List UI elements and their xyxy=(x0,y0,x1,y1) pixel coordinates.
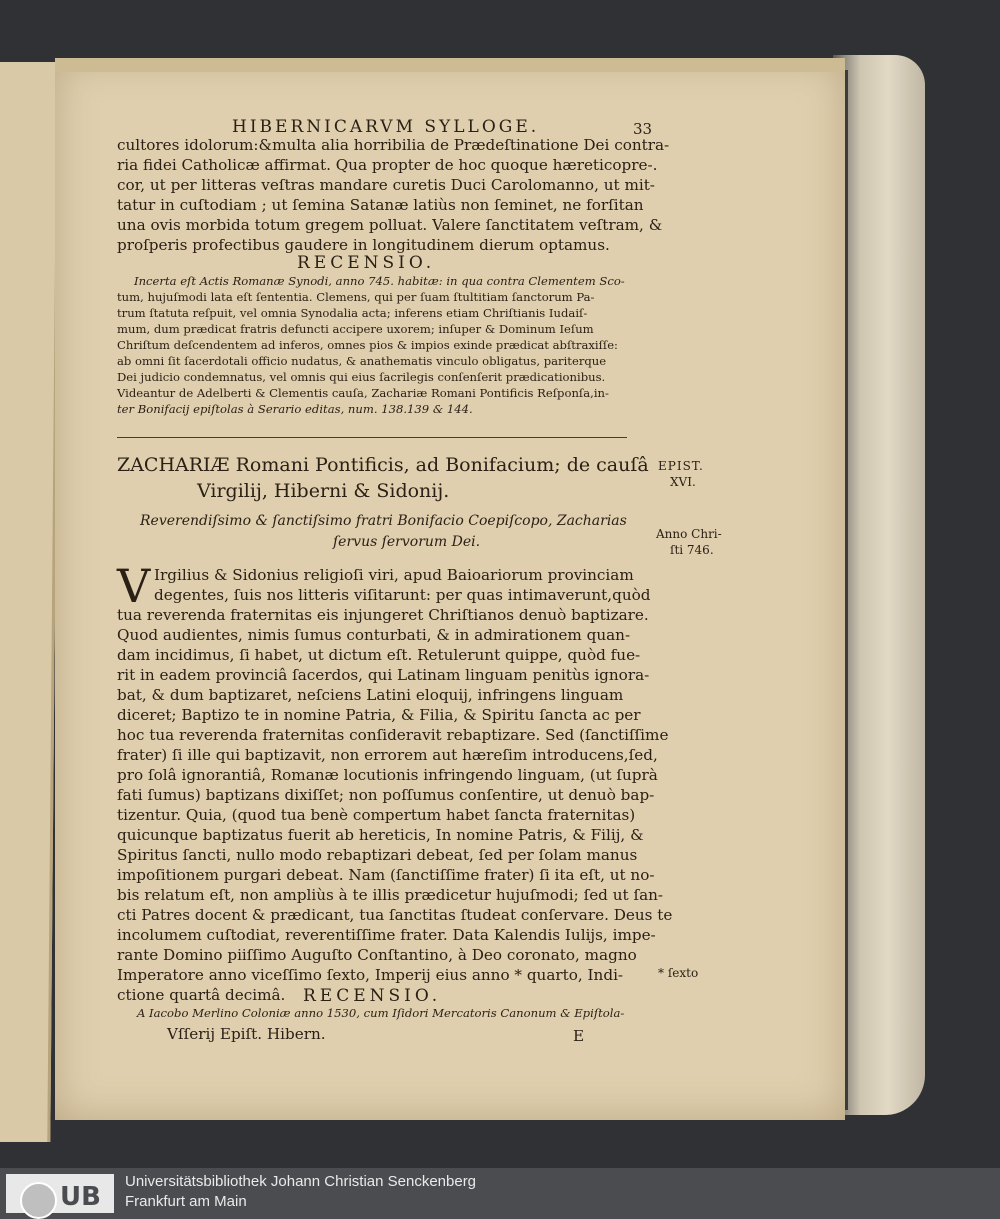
note-line: Videantur de Adelberti & Clementis cauſa, Zachariæ Romani Pontificis Reſponſa,in- xyxy=(117,386,609,400)
margin-anno-year: ſti 746. xyxy=(670,543,714,557)
epistle-title: ZACHARIÆ Romani Pontificis, ad Bonifacium; de cauſâ xyxy=(117,454,649,476)
text-line: fati ſumus) baptizans dixiſſet; non poſſumus conſentire, ut denuò bap- xyxy=(117,786,655,804)
seal-icon xyxy=(20,1182,57,1219)
salutation-line2: ſervus ſervorum Dei. xyxy=(333,534,481,550)
note-line: ter Bonifacij epiſtolas à Serario editas, num. 138.139 & 144. xyxy=(117,402,473,416)
text-line: frater) ſi ille qui baptizavit, non errorem aut hæreſim introducens,ſed, xyxy=(117,746,658,764)
recensio-heading-2: RECENSIO. xyxy=(303,986,442,1006)
margin-epist-number: XVI. xyxy=(670,475,696,489)
library-city: Frankfurt am Main xyxy=(125,1193,247,1210)
text-line: tua reverenda fraternitas eis injungeret Chriſtianos denuò baptizare. xyxy=(117,606,649,624)
text-line: proſperis profectibus gaudere in longitudinem dierum optamus. xyxy=(117,236,610,254)
note-line: ab omni ſit ſacerdotali officio nudatus, & anathematis vinculo obligatus, pariterque xyxy=(117,354,607,368)
text-line: tatur in cuſtodiam ; ut ſemina Satanæ latiùs non ſeminet, ne forſitan xyxy=(117,196,644,214)
recensio-note-2: A Iacobo Merlino Coloniæ anno 1530, cum Iſidori Mercatoris Canonum & Epiſtola- xyxy=(137,1006,625,1020)
text-line: una ovis morbida totum gregem polluat. Valere ſanctitatem veſtram, & xyxy=(117,216,663,234)
text-line: Quod audientes, nimis ſumus conturbati, & in admirationem quan- xyxy=(117,626,631,644)
drop-cap: V xyxy=(117,559,151,613)
note-line: Chriſtum deſcendentem ad inferos, omnes pios & impios exinde prædicat abſtraxiſſe: xyxy=(117,338,618,352)
note-line: Dei judicio condemnatus, vel omnis qui eius ſacrilegis conſenſerit prædicationibus. xyxy=(117,370,606,384)
running-title: HIBERNICARVM SYLLOGE. xyxy=(232,117,540,137)
text-line: ria fidei Catholicæ affirmat. Qua propter de hoc quoque hæreticopre-. xyxy=(117,156,658,174)
text-line: rante Domino piiſſimo Auguſto Conſtantino, à Deo coronato, magno xyxy=(117,946,637,964)
text-line: tizentur. Quia, (quod tua benè compertum habet ſancta fraternitas) xyxy=(117,806,636,824)
recensio-heading: RECENSIO. xyxy=(297,253,436,273)
text-line: Spiritus ſancti, nullo modo rebaptizari debeat, ſed per ſolam manus xyxy=(117,846,638,864)
note-line: tum, hujuſmodi lata eſt ſententia. Clemens, qui per ſuam ſtultitiam ſanctorum Pa- xyxy=(117,290,595,304)
text-line: degentes, ſuis nos litteris viſitarunt: per quas intimaverunt,quòd xyxy=(154,586,651,604)
note-line: trum ſtatuta reſpuit, vel omnia Synodalia acta; inferens etiam Chriſtianis Iudaiſ- xyxy=(117,306,588,320)
note-line: mum, dum prædicat fratris defuncti accipere uxorem; inſuper & Dominum Ieſum xyxy=(117,322,594,336)
text-line: Imperatore anno viceſſimo ſexto, Imperij eius anno * quarto, Indi- xyxy=(117,966,624,984)
catchword-left: Vſſerij Epiſt. Hibern. xyxy=(167,1025,326,1043)
text-line: rit in eadem provinciâ ſacerdos, qui Latinam linguam penitùs ignora- xyxy=(117,666,650,684)
margin-anno: Anno Chri- xyxy=(656,527,722,541)
epistle-title-line2: Virgilij, Hiberni & Sidonij. xyxy=(197,480,450,502)
text-line: pro ſolâ ignorantiâ, Romanæ locutionis infringendo linguam, (ut ſuprà xyxy=(117,766,658,784)
ub-logo-text: UB xyxy=(60,1182,101,1212)
text-line: cti Patres docent & prædicant, tua ſanctitas ſtudeat conſervare. Deus te xyxy=(117,906,673,924)
text-line: ctione quartâ decimâ. xyxy=(117,986,286,1004)
margin-sexto: * ſexto xyxy=(658,966,699,980)
section-divider xyxy=(117,437,627,438)
text-line: impoſitionem purgari debeat. Nam (ſanctiſſime frater) ſi ita eſt, ut no- xyxy=(117,866,655,884)
salutation: Reverendiſsimo & ſanctiſsimo fratri Bonifacio Coepiſcopo, Zacharias xyxy=(140,513,627,529)
facing-page-edge xyxy=(0,62,60,1142)
margin-epist: EPIST. xyxy=(658,459,704,473)
text-line: diceret; Baptizo te in nomine Patria, & Filia, & Spiritu ſancta ac per xyxy=(117,706,641,724)
text-line: quicunque baptizatus fuerit ab hereticis, In nomine Patris, & Filij, & xyxy=(117,826,644,844)
text-line: incolumem cuſtodiat, reverentiſſime frater. Data Kalendis Iulijs, impe- xyxy=(117,926,656,944)
signature-mark: E xyxy=(573,1027,585,1045)
text-line: bat, & dum baptizaret, neſciens Latini eloquij, infringens linguam xyxy=(117,686,624,704)
ub-logo[interactable] xyxy=(6,1174,114,1213)
text-line: hoc tua reverenda fraternitas conſideravit rebaptizare. Sed (ſanctiſſime xyxy=(117,726,669,744)
library-footer xyxy=(0,1168,1000,1219)
text-line: bis relatum eſt, non ampliùs à te illis prædicetur hujuſmodi; ſed ut ſan- xyxy=(117,886,664,904)
note-line: Incerta eſt Actis Romanæ Synodi, anno 745. habitæ: in qua contra Clementem Sco- xyxy=(134,274,625,288)
library-name: Universitätsbibliothek Johann Christian Senckenberg xyxy=(125,1173,477,1190)
text-line: Irgilius & Sidonius religioſi viri, apud Baioariorum provinciam xyxy=(154,566,634,584)
page-number: 33 xyxy=(633,120,653,138)
text-line: cultores idolorum:&multa alia horribilia de Prædeſtinatione Dei contra- xyxy=(117,136,670,154)
text-line: cor, ut per litteras veſtras mandare curetis Duci Carolomanno, ut mit- xyxy=(117,176,655,194)
text-line: dam incidimus, ſi habet, ut dictum eſt. Retulerunt quippe, quòd fue- xyxy=(117,646,641,664)
